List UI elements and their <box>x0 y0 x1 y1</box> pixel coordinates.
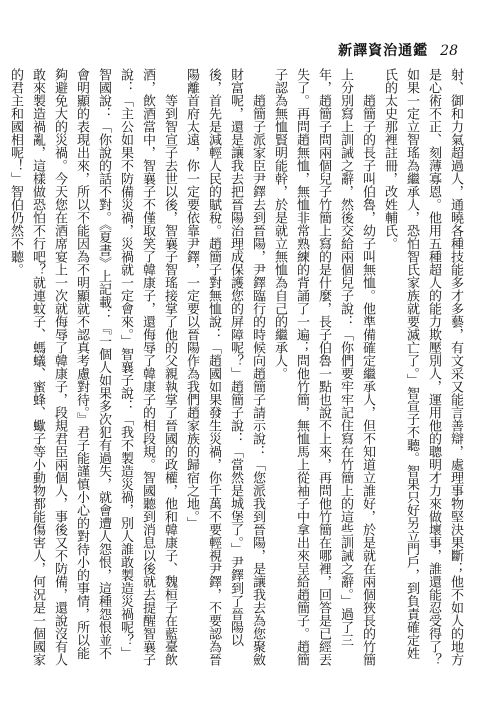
paragraph: 趙簡子派家臣尹鐸去到晉陽，尹鐸臨行的時候向趙簡子請示說：「您派我到晉陽，是讓我去為您聚斂財富呢，還是讓我去把晉陽治理成保護您的屏障呢？」趙簡子說：「當然是城堡了。」尹鐸到了晉陽以後，首先是減輕人民的賦稅。趙簡子對無恤說：「趙國如果發生災禍，你千萬不要輕視尹鐸，不要認為晉陽離首府太遠，你一定要依靠尹鐸，一定要以晉陽作為我們趙家族的歸宿之地。」 <box>184 68 265 666</box>
page-header <box>338 40 458 60</box>
page-number: 28 <box>440 43 458 59</box>
paragraph: 趙簡子的長子叫伯魯，幼子叫無恤。他準備確定繼承人，但不知道立誰好，於是就在兩個狹長的竹簡上分別寫上訓誡之辭，然後交給兩個兒子說：「你們要牢牢記住寫在竹簡上的這些訓誡之辭。」過了三年，趙簡子問兩個兒子竹簡上寫的是什麼，長子伯魯一點也說不上來，再問他竹簡在哪裡，回答是已經丟失了。再問趙無恤，無恤非常熟練的背誦了一遍；問他竹簡，無恤馬上從袖子中拿出來呈給趙簡子。趙簡子認為無恤賢明能幹，於是就立無恤為自己的繼承人。 <box>272 68 375 666</box>
paragraph: 等到智宣子去世以後，智襄子智瑤接掌了他的父親執掌了晉國的政權，他和韓康子、魏桓子在藍臺飲酒，飲酒當中，智襄子不僅取笑了韓康子，還侮辱了韓康子的相段規。智國聽到消息以後就去提醒智襄子說：「主公如果不防備災禍，災禍就一定會來。」智襄子說：「我不製造災禍，別人誰敢製造災禍呢？」智國說：「你說的話不對。《夏書》上記載：『一個人如果多次犯有過失，就會遭人怨恨，這種怨恨並不會明顯的表現出來，所以不能因為不明顯就不認真考慮對待。』君子能謹慎小心的對待小的事情，所以能夠避免大的災禍。今天您在酒席宴上一次就侮辱了韓康子，段規君臣兩個人，事後又不防備，還說沒有人敢來製造禍亂，這樣做恐怕不行吧？就連蚊子、螞蟻、蜜蜂、蠍子等小動物都能傷害人，何況是一個國家的君主和國相呢！」智伯仍然不聽。 <box>8 68 177 666</box>
running-title: 新譯資治通鑑 <box>338 43 429 59</box>
body-text <box>8 68 466 668</box>
paragraph: 射、御和力氣超過人，通曉各種技能多才多藝，有文采又能言善辯，處理事物堅決果斷；他不如人的地方是心術不正、刻薄寡恩。他用五種超人的能力欺壓別人，運用他的聰明才力來做壞事，誰還能忍受得了？如果一定立智瑤為繼承人，恐怕智氏家族就要滅亡了。」智宣子不聽。智果只好另立門戶，到負責確定姓氏的太史那裡註冊，改姓輔氏。 <box>382 68 463 666</box>
